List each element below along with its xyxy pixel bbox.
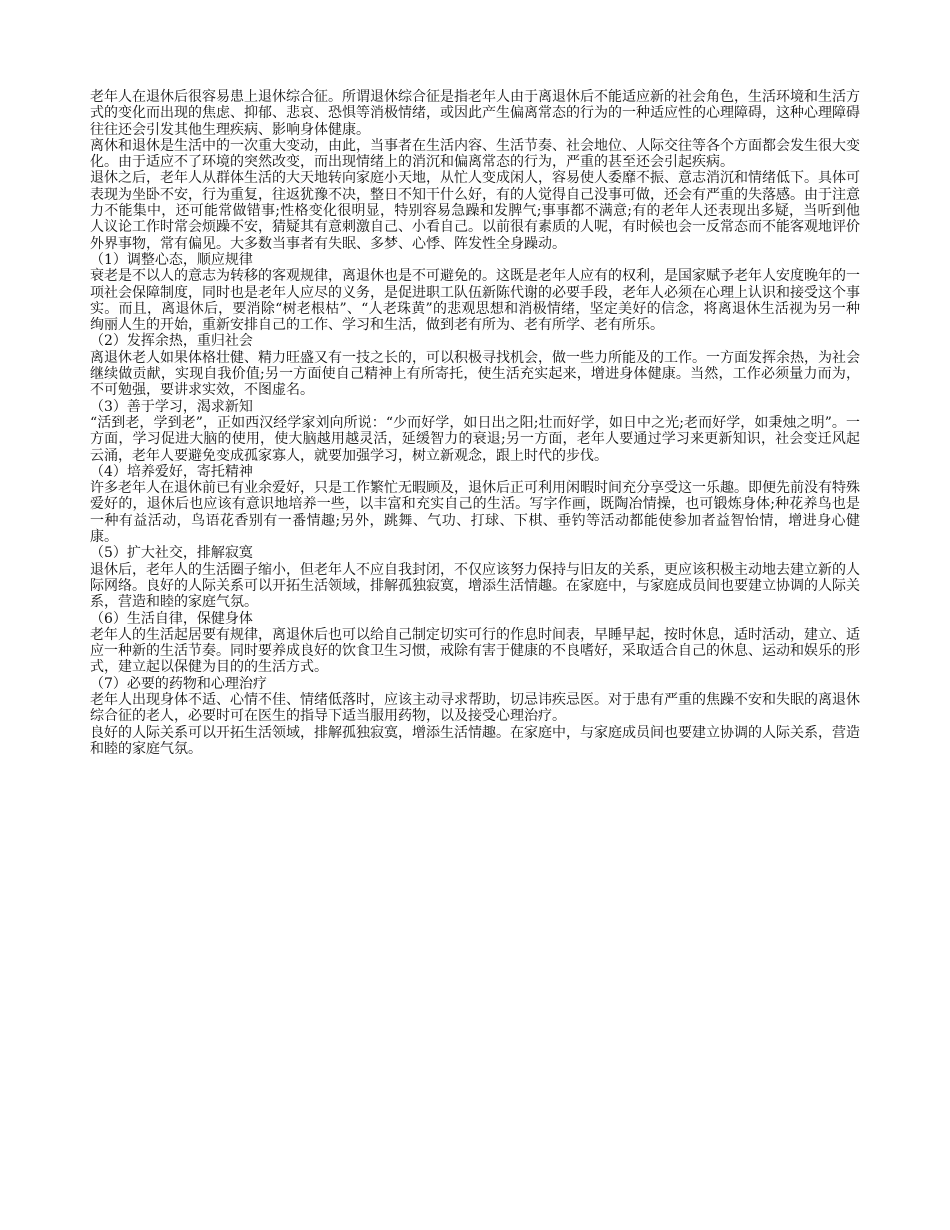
body-paragraph: 衰老是不以人的意志为转移的客观规律，离退休也是不可避免的。这既是老年人应有的权利，是国家赋予老年人安度晚年的一项社会保障制度，同时也是老年人应尽的义务，是促进职工队伍新陈代谢的必要手段，老年人必须在心理上认识和接受这个事实。而且，离退休后，要消除“树老根枯”、“人老珠黄”的悲观思想和消极情绪，坚定美好的信念，将离退休生活视为另一种绚丽人生的开始，重新安排自己的工作、学习和生活，做到老有所为、老有所学、老有所乐。 bbox=[90, 268, 860, 334]
closing-paragraph: 良好的人际关系可以开拓生活领域，排解孤独寂寞，增添生活情趣。在家庭中，与家庭成员间也要建立协调的人际关系，营造和睦的家庭气氛。 bbox=[90, 724, 860, 757]
body-paragraph: “活到老，学到老”，正如西汉经学家刘向所说：“少而好学，如日出之阳;壮而好学，如日中之光;老而好学，如秉烛之明”。一方面，学习促进大脑的使用，使大脑越用越灵活，延缓智力的衰退;另一方面，老年人要通过学习来更新知识，社会变迁风起云涌，老年人要避免变成孤家寡人，就要加强学习，树立新观念，跟上时代的步伐。 bbox=[90, 414, 860, 464]
body-paragraph: 退休后，老年人的生活圈子缩小，但老年人不应自我封闭，不仅应该努力保持与旧友的关系，更应该积极主动地去建立新的人际网络。良好的人际关系可以开拓生活领域，排解孤独寂寞，增添生活情趣。在家庭中，与家庭成员间也要建立协调的人际关系，营造和睦的家庭气氛。 bbox=[90, 561, 860, 611]
body-paragraph: 许多老年人在退休前已有业余爱好，只是工作繁忙无暇顾及，退休后正可利用闲暇时间充分享受这一乐趣。即便先前没有特殊爱好的，退休后也应该有意识地培养一些，以丰富和充实自己的生活。写字作画，既陶冶情操，也可锻炼身体;种花养鸟也是一种有益活动，鸟语花香别有一番情趣;另外，跳舞、气功、打球、下棋、垂钓等活动都能使参加者益智怡情，增进身心健康。 bbox=[90, 480, 860, 546]
body-paragraph: 离休和退休是生活中的一次重大变动，由此，当事者在生活内容、生活节奏、社会地位、人际交往等各个方面都会发生很大变化。由于适应不了环境的突然改变，而出现情绪上的消沉和偏离常态的行为，严重的甚至还会引起疾病。 bbox=[90, 137, 860, 171]
section-heading: （1）调整心态，顺应规律 bbox=[90, 251, 253, 268]
body-paragraph: 离退休老人如果体格壮健、精力旺盛又有一技之长的，可以积极寻找机会，做一些力所能及的工作。一方面发挥余热，为社会继续做贡献，实现自我价值;另一方面使自己精神上有所寄托，使生活充实起来，增进身体健康。当然，工作必须量力而为，不可勉强，要讲求实效，不图虚名。 bbox=[90, 349, 860, 399]
section-heading: （6）生活自律，保健身体 bbox=[90, 610, 253, 627]
body-paragraph: 老年人的生活起居要有规律，离退休后也可以给自己制定切实可行的作息时间表，早睡早起，按时休息，适时活动，建立、适应一种新的生活节奏。同时要养成良好的饮食卫生习惯，戒除有害于健康的不良嗜好，采取适合自己的休息、运动和娱乐的形式，建立起以保健为目的的生活方式。 bbox=[90, 626, 860, 676]
body-paragraph: 退休之后，老年人从群体生活的大天地转向家庭小天地，从忙人变成闲人，容易使人委靡不振、意志消沉和情绪低下。具体可表现为坐卧不安，行为重复，往返犹豫不决，整日不知干什么好，有的人觉得自己没事可做，还会有严重的失落感。由于注意力不能集中，还可能常做错事;性格变化很明显，特别容易急躁和发脾气;事事都不满意;有的老年人还表现出多疑，当听到他人议论工作时常会烦躁不安，猜疑其有意刺激自己、小看自己。以前很有素质的人呢，有时候也会一反常态而不能客观地评价外界事物，常有偏见。大多数当事者有失眠、多梦、心悸、阵发性全身躁动。 bbox=[90, 170, 860, 252]
section-heading: （3）善于学习，渴求新知 bbox=[90, 398, 253, 415]
section-heading: （4）培养爱好，寄托精神 bbox=[90, 463, 253, 480]
body-paragraph: 老年人出现身体不适、心情不佳、情绪低落时，应该主动寻求帮助，切忌讳疾忌医。对于患有严重的焦躁不安和失眠的离退休综合征的老人，必要时可在医生的指导下适当服用药物，以及接受心理治疗。 bbox=[90, 691, 860, 725]
section-heading: （5）扩大社交，排解寂寞 bbox=[90, 545, 253, 562]
section-heading: （2）发挥余热，重归社会 bbox=[90, 333, 253, 350]
intro-paragraph: 老年人在退休后很容易患上退休综合征。所谓退休综合征是指老年人由于离退休后不能适应新的社会角色，生活环境和生活方式的变化而出现的焦虑、抑郁、悲哀、恐惧等消极情绪，或因此产生偏离常态的行为的一种适应性的心理障碍，这种心理障碍往往还会引发其他生理疾病、影响身体健康。 bbox=[90, 89, 860, 138]
document-body bbox=[90, 89, 860, 757]
section-heading: （7）必要的药物和心理治疗 bbox=[90, 675, 267, 692]
